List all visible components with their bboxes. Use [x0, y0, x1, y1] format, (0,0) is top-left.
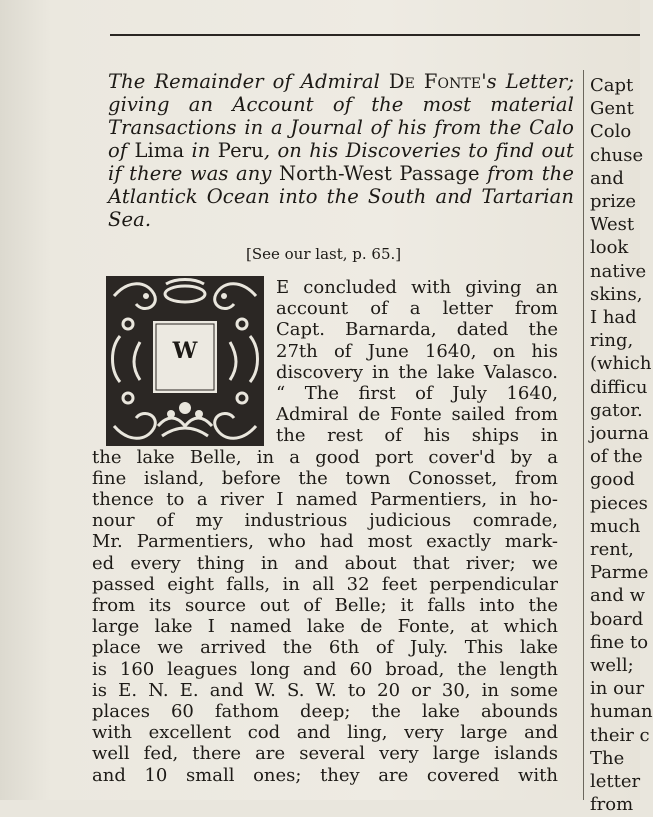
adjacent-column-line: native — [590, 260, 647, 282]
adjacent-column-line: Colo — [590, 121, 632, 143]
body-line: is 160 leagues long and 60 broad, the length — [92, 658, 558, 680]
headline-text-2: 's Letter; giving an Account of the most material Transactions in a Journal of his from the Calo of — [108, 70, 574, 162]
adjacent-column-line: ring, — [590, 330, 634, 352]
adjacent-column-line: Capt — [590, 75, 634, 96]
adjacent-column-line: difficu — [590, 376, 648, 398]
body-line: and 10 small ones; they are covered with — [92, 764, 558, 786]
body-line: fine island, before the town Conosset, from — [92, 467, 558, 489]
body-line: nour of my industrious judicious comrade, — [92, 510, 558, 532]
body-line: from its source out of Belle; it falls into the — [92, 595, 558, 617]
article-headline — [108, 70, 574, 231]
adjacent-column-line: board — [590, 608, 644, 630]
adjacent-column-line: human — [590, 701, 653, 723]
body-line: 27th of June 1640, on his — [276, 340, 558, 362]
adjacent-column-line: journa — [590, 423, 649, 445]
adjacent-column-line: gator. — [590, 399, 643, 421]
body-line: well fed, there are several very large islands — [92, 743, 558, 765]
adjacent-column-line: West — [590, 214, 635, 236]
adjacent-column-line: and w — [590, 585, 645, 607]
headline-text-3: in — [184, 139, 218, 162]
body-line: place we arrived the 6th of July. This lake — [92, 637, 558, 659]
headline-place-peru: Peru — [217, 139, 264, 162]
see-our-last-reference: [See our last, p. 65.] — [246, 245, 402, 263]
body-line: “ The first of July 1640, — [276, 383, 558, 405]
headline-passage: North-West Passage — [279, 162, 480, 185]
adjacent-column-line: Gent — [590, 98, 634, 120]
body-line: passed eight falls, in all 32 feet perpendicular — [92, 573, 558, 595]
body-line: the rest of his ships in — [276, 425, 558, 447]
headline-text-1: The Remainder of Admiral — [108, 70, 389, 93]
body-line: is E. N. E. and W. S. W. to 20 or 30, in some — [92, 679, 558, 701]
body-line: the lake Belle, in a good port cover'd by a — [92, 446, 558, 468]
body-line: Mr. Parmentiers, who had most exactly mark- — [92, 531, 558, 553]
adjacent-column — [590, 74, 653, 817]
adjacent-column-line: (which — [590, 353, 652, 375]
adjacent-column-line: look — [590, 237, 629, 259]
adjacent-column-line: prize — [590, 191, 637, 213]
adjacent-column-line: skins, — [590, 283, 643, 305]
adjacent-column-line: chuse — [590, 144, 644, 166]
adjacent-column-line: I had — [590, 307, 637, 329]
column-divider — [583, 70, 584, 800]
adjacent-column-line: much — [590, 515, 641, 537]
body-line: with excellent cod and ling, very large and — [92, 722, 558, 744]
body-line: places 60 fathom deep; the lake abounds — [92, 701, 558, 723]
adjacent-column-line: of the — [590, 446, 643, 468]
adjacent-column-line: fine to — [590, 631, 649, 653]
adjacent-column-line: their c — [590, 724, 650, 746]
headline-place-lima: Lima — [134, 139, 185, 162]
body-line: large lake I named lake de Fonte, at which — [92, 616, 558, 638]
body-line: Admiral de Fonte sailed from — [276, 404, 558, 426]
headline-text-5: from the Atlantick Ocean into the South and Tartarian Sea. — [108, 162, 574, 231]
adjacent-column-line: good — [590, 469, 635, 491]
body-line: account of a letter from — [276, 298, 558, 320]
body-line: discovery in the lake Valasco. — [276, 361, 558, 383]
adjacent-column-line: from — [590, 794, 634, 816]
article-body — [92, 277, 558, 786]
adjacent-column-line: well; — [590, 655, 634, 677]
adjacent-column-line: and — [590, 167, 624, 189]
adjacent-column-line: rent, — [590, 539, 634, 561]
body-line: Capt. Barnarda, dated the — [276, 319, 558, 341]
headline-text-4: , on his Discoveries to find out if there was any — [108, 139, 574, 185]
body-line: ed every thing in and about that river; we — [92, 552, 558, 574]
adjacent-column-line: Parme — [590, 562, 649, 584]
adjacent-column-line: The — [590, 747, 625, 769]
top-rule — [110, 34, 640, 36]
body-line: E concluded with giving an — [276, 277, 558, 298]
initial-letter: W — [172, 338, 198, 364]
adjacent-column-line: letter — [590, 771, 641, 793]
body-line: thence to a river I named Parmentiers, in ho- — [92, 489, 558, 511]
adjacent-column-line: in our — [590, 678, 645, 700]
headline-name: De Fonte — [388, 70, 482, 93]
adjacent-column-line: pieces — [590, 492, 648, 514]
